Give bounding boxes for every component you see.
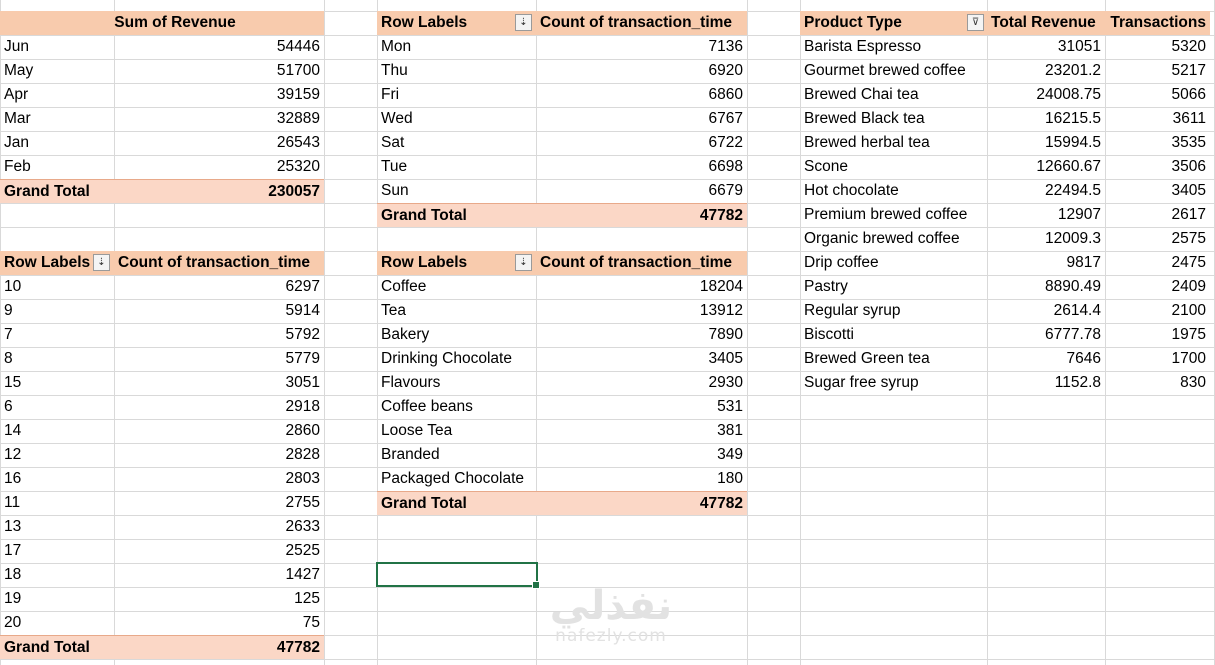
table-row bbox=[0, 539, 324, 563]
watermark-arabic-text: نفذلي bbox=[549, 583, 673, 629]
product-type-cell[interactable]: Pastry bbox=[804, 278, 848, 295]
table-row bbox=[0, 35, 324, 59]
count-cell[interactable]: 75 bbox=[302, 614, 320, 631]
total-revenue-cell[interactable]: 23201.2 bbox=[1044, 62, 1101, 79]
pivot-table-revenue-by-product-type[interactable] bbox=[800, 11, 1210, 395]
revenue-cell[interactable]: 51700 bbox=[276, 62, 320, 79]
count-cell[interactable]: 5792 bbox=[285, 326, 320, 343]
row-labels-header[interactable]: Row Labels bbox=[0, 251, 114, 275]
row-labels-header[interactable]: Row Labels bbox=[377, 251, 536, 275]
transactions-cell[interactable]: 2575 bbox=[1171, 230, 1206, 247]
weekday-cell[interactable]: Wed bbox=[381, 110, 413, 127]
row-labels-header[interactable]: Row Labels bbox=[377, 11, 536, 35]
table-row bbox=[0, 491, 324, 515]
product-type-cell[interactable]: Brewed herbal tea bbox=[804, 134, 930, 151]
category-cell[interactable]: Bakery bbox=[381, 326, 430, 343]
total-revenue-cell[interactable]: 15994.5 bbox=[1044, 134, 1101, 151]
table-row bbox=[800, 107, 1210, 131]
product-type-cell[interactable]: Biscotti bbox=[804, 326, 854, 343]
count-cell[interactable]: 2918 bbox=[285, 398, 320, 415]
count-cell[interactable]: 2803 bbox=[285, 470, 320, 487]
transactions-cell[interactable]: 3506 bbox=[1171, 158, 1206, 175]
count-cell[interactable]: 1427 bbox=[285, 566, 320, 583]
weekday-cell[interactable]: Sun bbox=[381, 182, 409, 199]
revenue-cell[interactable]: 39159 bbox=[276, 86, 320, 103]
table-row bbox=[800, 35, 1210, 59]
table-row bbox=[800, 131, 1210, 155]
count-cell[interactable]: 6679 bbox=[708, 182, 743, 199]
pivot-header-row bbox=[0, 11, 324, 35]
transactions-cell[interactable]: 1975 bbox=[1171, 326, 1206, 343]
category-cell[interactable]: Loose Tea bbox=[381, 422, 453, 439]
filter-sort-icon[interactable]: ⊽ bbox=[967, 14, 984, 31]
table-row bbox=[377, 35, 747, 59]
count-cell[interactable]: 125 bbox=[294, 590, 320, 607]
transactions-cell[interactable]: 5320 bbox=[1171, 38, 1206, 55]
count-cell[interactable]: 180 bbox=[717, 470, 743, 487]
table-row bbox=[0, 443, 324, 467]
hour-cell[interactable]: 13 bbox=[4, 518, 22, 535]
grand-total-value[interactable]: 47782 bbox=[536, 491, 747, 515]
hour-cell[interactable]: 10 bbox=[4, 278, 22, 295]
table-row bbox=[0, 323, 324, 347]
total-revenue-cell[interactable]: 22494.5 bbox=[1044, 182, 1101, 199]
pivot-table-count-by-weekday[interactable] bbox=[377, 11, 747, 227]
table-row bbox=[0, 371, 324, 395]
count-cell[interactable]: 6698 bbox=[708, 158, 743, 175]
grand-total-row bbox=[377, 203, 747, 227]
hour-cell[interactable]: 19 bbox=[4, 590, 22, 607]
count-cell[interactable]: 3405 bbox=[708, 350, 743, 367]
weekday-cell[interactable]: Sat bbox=[381, 134, 405, 151]
pivot-header-row bbox=[377, 251, 747, 275]
watermark-latin-text: nafezly.com bbox=[555, 626, 667, 646]
count-cell[interactable]: 2755 bbox=[285, 494, 320, 511]
total-revenue-cell[interactable]: 12660.67 bbox=[1036, 158, 1101, 175]
total-revenue-cell[interactable]: 24008.75 bbox=[1036, 86, 1101, 103]
table-row bbox=[377, 107, 747, 131]
table-row bbox=[0, 107, 324, 131]
table-row bbox=[377, 443, 747, 467]
transactions-cell[interactable]: 5217 bbox=[1171, 62, 1206, 79]
transactions-cell[interactable]: 3405 bbox=[1171, 182, 1206, 199]
transactions-cell[interactable]: 2100 bbox=[1171, 302, 1206, 319]
table-row bbox=[800, 59, 1210, 83]
count-cell[interactable]: 531 bbox=[717, 398, 743, 415]
table-row bbox=[0, 467, 324, 491]
product-type-cell[interactable]: Premium brewed coffee bbox=[804, 206, 968, 223]
sort-descending-icon[interactable]: ⇣ bbox=[515, 14, 532, 31]
table-row bbox=[377, 155, 747, 179]
weekday-cell[interactable]: Thu bbox=[381, 62, 408, 79]
table-row bbox=[0, 515, 324, 539]
total-revenue-cell[interactable]: 2614.4 bbox=[1053, 302, 1101, 319]
table-row bbox=[0, 395, 324, 419]
product-type-cell[interactable]: Drip coffee bbox=[804, 254, 879, 271]
pivot-header-row bbox=[377, 11, 747, 35]
table-row bbox=[0, 419, 324, 443]
table-row bbox=[377, 419, 747, 443]
pivot-table-count-by-hour[interactable] bbox=[0, 251, 324, 659]
grand-total-value[interactable]: 47782 bbox=[536, 203, 747, 227]
hour-cell[interactable]: 7 bbox=[4, 326, 13, 343]
hour-cell[interactable]: 20 bbox=[4, 614, 22, 631]
pivot-header-row bbox=[800, 11, 1210, 35]
revenue-cell[interactable]: 54446 bbox=[276, 38, 320, 55]
table-row bbox=[0, 563, 324, 587]
grand-total-label[interactable]: Grand Total bbox=[377, 491, 536, 515]
weekday-cell[interactable]: Fri bbox=[381, 86, 400, 103]
hour-cell[interactable]: 11 bbox=[4, 494, 21, 511]
transactions-cell[interactable]: 5066 bbox=[1171, 86, 1206, 103]
grand-total-label[interactable]: Grand Total bbox=[377, 203, 536, 227]
category-cell[interactable]: Drinking Chocolate bbox=[381, 350, 512, 367]
active-cell-selection[interactable] bbox=[376, 562, 538, 587]
table-row bbox=[0, 275, 324, 299]
sum-of-revenue-header[interactable]: Sum of Revenue bbox=[0, 11, 324, 35]
product-type-cell[interactable]: Brewed Black tea bbox=[804, 110, 925, 127]
count-cell[interactable]: 349 bbox=[717, 446, 743, 463]
pivot-table-count-by-category[interactable] bbox=[377, 251, 747, 515]
grand-total-label[interactable]: Grand Total bbox=[0, 179, 114, 203]
month-cell[interactable]: May bbox=[4, 62, 34, 79]
month-cell[interactable]: Mar bbox=[4, 110, 31, 127]
sort-descending-icon[interactable]: ⇣ bbox=[515, 254, 532, 271]
table-row bbox=[377, 467, 747, 491]
table-row bbox=[800, 371, 1210, 395]
total-revenue-cell[interactable]: 31051 bbox=[1057, 38, 1101, 55]
grand-total-value[interactable]: 230057 bbox=[114, 179, 324, 203]
table-row bbox=[0, 587, 324, 611]
grand-total-row bbox=[0, 635, 324, 659]
table-row bbox=[800, 83, 1210, 107]
product-type-cell[interactable]: Organic brewed coffee bbox=[804, 230, 960, 247]
table-row bbox=[377, 371, 747, 395]
grand-total-value[interactable]: 47782 bbox=[114, 635, 324, 659]
count-cell[interactable]: 2525 bbox=[285, 542, 320, 559]
table-row bbox=[800, 275, 1210, 299]
count-cell[interactable]: 3051 bbox=[285, 374, 320, 391]
table-row bbox=[800, 299, 1210, 323]
count-cell[interactable]: 7890 bbox=[708, 326, 743, 343]
count-cell[interactable]: 5779 bbox=[285, 350, 320, 367]
revenue-cell[interactable]: 26543 bbox=[276, 134, 320, 151]
count-cell[interactable]: 381 bbox=[717, 422, 743, 439]
table-row bbox=[0, 131, 324, 155]
month-cell[interactable]: Jan bbox=[4, 134, 29, 151]
total-revenue-cell[interactable]: 16215.5 bbox=[1044, 110, 1101, 127]
product-type-cell[interactable]: Scone bbox=[804, 158, 848, 175]
total-revenue-cell[interactable]: 6777.78 bbox=[1044, 326, 1101, 343]
product-type-cell[interactable]: Barista Espresso bbox=[804, 38, 922, 55]
category-cell[interactable]: Coffee beans bbox=[381, 398, 473, 415]
table-row bbox=[800, 227, 1210, 251]
count-cell[interactable]: 6297 bbox=[285, 278, 320, 295]
table-row bbox=[377, 323, 747, 347]
sort-descending-icon[interactable]: ⇣ bbox=[93, 254, 110, 271]
hour-cell[interactable]: 8 bbox=[4, 350, 13, 367]
product-type-cell[interactable]: Sugar free syrup bbox=[804, 374, 919, 391]
transactions-cell[interactable]: 2409 bbox=[1171, 278, 1206, 295]
table-row bbox=[377, 83, 747, 107]
category-cell[interactable]: Tea bbox=[381, 302, 406, 319]
transactions-cell[interactable]: 2475 bbox=[1171, 254, 1206, 271]
revenue-cell[interactable]: 32889 bbox=[276, 110, 320, 127]
count-cell[interactable]: 2633 bbox=[285, 518, 320, 535]
product-type-cell[interactable]: Regular syrup bbox=[804, 302, 901, 319]
category-cell[interactable]: Packaged Chocolate bbox=[381, 470, 525, 487]
count-cell[interactable]: 6860 bbox=[708, 86, 743, 103]
table-row bbox=[0, 347, 324, 371]
hour-cell[interactable]: 16 bbox=[4, 470, 22, 487]
count-header[interactable]: Count of transaction_time bbox=[114, 251, 324, 275]
fill-handle[interactable] bbox=[532, 581, 540, 589]
category-cell[interactable]: Branded bbox=[381, 446, 440, 463]
grand-total-label[interactable]: Grand Total bbox=[0, 635, 114, 659]
weekday-cell[interactable]: Mon bbox=[381, 38, 412, 55]
revenue-cell[interactable]: 25320 bbox=[276, 158, 320, 175]
pivot-header-row bbox=[0, 251, 324, 275]
count-cell[interactable]: 13912 bbox=[699, 302, 743, 319]
table-row bbox=[0, 155, 324, 179]
transactions-cell[interactable]: 3611 bbox=[1172, 110, 1206, 127]
total-revenue-cell[interactable]: 7646 bbox=[1066, 350, 1101, 367]
count-cell[interactable]: 6920 bbox=[708, 62, 743, 79]
hour-cell[interactable]: 12 bbox=[4, 446, 22, 463]
count-cell[interactable]: 6767 bbox=[708, 110, 743, 127]
count-cell[interactable]: 2930 bbox=[708, 374, 743, 391]
pivot-table-revenue-by-month[interactable] bbox=[0, 11, 324, 203]
hour-cell[interactable]: 18 bbox=[4, 566, 22, 583]
count-cell[interactable]: 6722 bbox=[708, 134, 743, 151]
grand-total-row bbox=[0, 179, 324, 203]
count-header[interactable]: Count of transaction_time bbox=[536, 11, 747, 35]
total-revenue-cell[interactable]: 12009.3 bbox=[1044, 230, 1101, 247]
table-row bbox=[377, 275, 747, 299]
table-row bbox=[377, 59, 747, 83]
table-row bbox=[377, 299, 747, 323]
month-cell[interactable]: Feb bbox=[4, 158, 31, 175]
total-revenue-cell[interactable]: 12907 bbox=[1057, 206, 1101, 223]
table-row bbox=[377, 131, 747, 155]
category-cell[interactable]: Coffee bbox=[381, 278, 427, 295]
table-row bbox=[377, 395, 747, 419]
count-cell[interactable]: 7136 bbox=[708, 38, 743, 55]
hour-cell[interactable]: 17 bbox=[4, 542, 22, 559]
watermark bbox=[536, 583, 686, 646]
product-type-cell[interactable]: Gourmet brewed coffee bbox=[804, 62, 966, 79]
table-row bbox=[800, 155, 1210, 179]
table-row bbox=[0, 611, 324, 635]
table-row bbox=[0, 299, 324, 323]
table-row bbox=[800, 179, 1210, 203]
table-row bbox=[800, 323, 1210, 347]
count-cell[interactable]: 2860 bbox=[285, 422, 320, 439]
hour-cell[interactable]: 9 bbox=[4, 302, 13, 319]
table-row bbox=[800, 203, 1210, 227]
transactions-header[interactable]: Transactions bbox=[1105, 11, 1210, 35]
table-row bbox=[800, 251, 1210, 275]
total-revenue-cell[interactable]: 9817 bbox=[1066, 254, 1101, 271]
total-revenue-cell[interactable]: 1152.8 bbox=[1054, 374, 1101, 391]
total-revenue-cell[interactable]: 8890.49 bbox=[1044, 278, 1101, 295]
count-cell[interactable]: 5914 bbox=[285, 302, 320, 319]
hour-cell[interactable]: 14 bbox=[4, 422, 22, 439]
product-type-cell[interactable]: Brewed Chai tea bbox=[804, 86, 919, 103]
table-row bbox=[0, 83, 324, 107]
count-cell[interactable]: 2828 bbox=[285, 446, 320, 463]
transactions-cell[interactable]: 1700 bbox=[1171, 350, 1206, 367]
total-revenue-header[interactable]: Total Revenue bbox=[987, 11, 1105, 35]
table-row bbox=[0, 59, 324, 83]
month-cell[interactable]: Jun bbox=[4, 38, 29, 55]
table-row bbox=[377, 179, 747, 203]
table-row bbox=[800, 347, 1210, 371]
count-header[interactable]: Count of transaction_time bbox=[536, 251, 747, 275]
transactions-cell[interactable]: 2617 bbox=[1171, 206, 1206, 223]
hour-cell[interactable]: 6 bbox=[4, 398, 13, 415]
weekday-cell[interactable]: Tue bbox=[381, 158, 408, 175]
month-cell[interactable]: Apr bbox=[4, 86, 29, 103]
product-type-cell[interactable]: Brewed Green tea bbox=[804, 350, 930, 367]
table-row bbox=[377, 347, 747, 371]
product-type-cell[interactable]: Hot chocolate bbox=[804, 182, 899, 199]
count-cell[interactable]: 18204 bbox=[699, 278, 743, 295]
transactions-cell[interactable]: 3535 bbox=[1171, 134, 1206, 151]
hour-cell[interactable]: 15 bbox=[4, 374, 22, 391]
transactions-cell[interactable]: 830 bbox=[1180, 374, 1206, 391]
grand-total-row bbox=[377, 491, 747, 515]
product-type-header[interactable]: Product Type bbox=[800, 11, 987, 35]
category-cell[interactable]: Flavours bbox=[381, 374, 441, 391]
